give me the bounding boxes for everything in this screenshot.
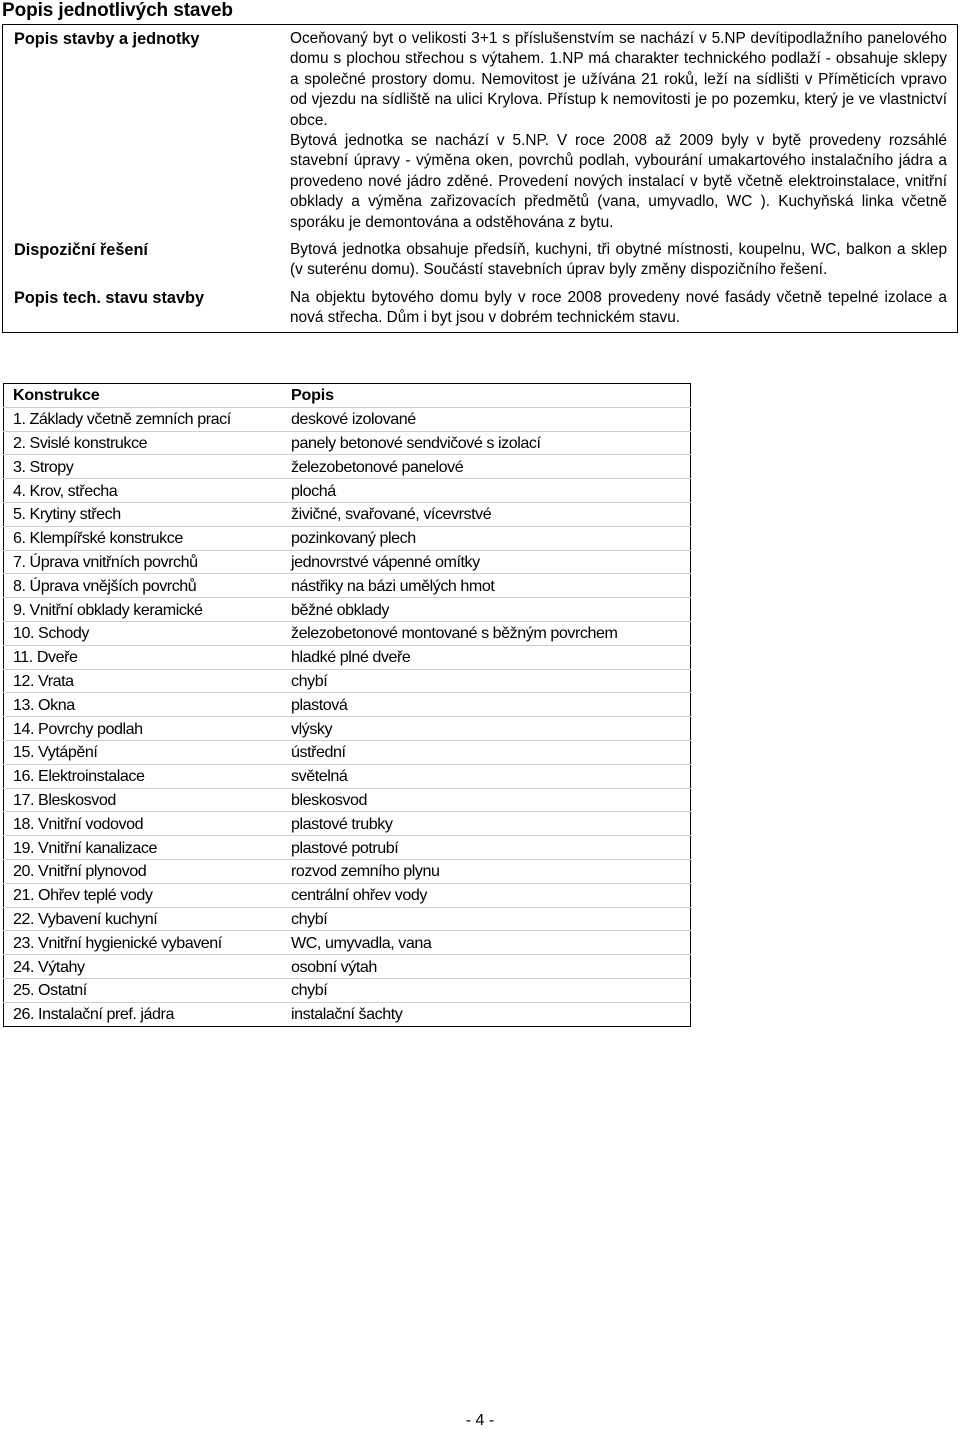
construction-description: vlýsky	[281, 717, 691, 741]
construction-description: deskové izolované	[281, 407, 691, 431]
construction-item: 22. Vybavení kuchyní	[4, 907, 282, 931]
construction-item: 21. Ohřev teplé vody	[4, 883, 282, 907]
construction-item: 16. Elektroinstalace	[4, 764, 282, 788]
construction-item: 11. Dveře	[4, 645, 282, 669]
description-row	[3, 284, 958, 332]
construction-item: 2. Svislé konstrukce	[4, 431, 282, 455]
page-title: Popis jednotlivých staveb	[2, 0, 233, 21]
table-row	[4, 717, 691, 741]
table-row	[4, 431, 691, 455]
construction-description: světelná	[281, 764, 691, 788]
table-row	[4, 550, 691, 574]
construction-description: ústřední	[281, 740, 691, 764]
construction-item: 1. Základy včetně zemních prací	[4, 407, 282, 431]
description-row	[3, 25, 958, 237]
description-row	[3, 236, 958, 284]
table-row	[4, 693, 691, 717]
page-number-text: - 4 -	[465, 1412, 495, 1429]
table-row	[4, 502, 691, 526]
table-row	[4, 598, 691, 622]
construction-item: 20. Vnitřní plynovod	[4, 859, 282, 883]
construction-item: 19. Vnitřní kanalizace	[4, 836, 282, 860]
table-row	[4, 574, 691, 598]
construction-description: železobetonové montované s běžným povrchem	[281, 621, 691, 645]
table-row	[4, 669, 691, 693]
construction-description: panely betonové sendvičové s izolací	[281, 431, 691, 455]
table-row	[4, 621, 691, 645]
construction-item: 24. Výtahy	[4, 955, 282, 979]
construction-description: instalační šachty	[291, 1005, 403, 1024]
construction-item: 9. Vnitřní obklady keramické	[4, 598, 282, 622]
construction-description: chybí	[281, 978, 691, 1002]
construction-item: 5. Krytiny střech	[4, 502, 282, 526]
construction-description: plastové trubky	[281, 812, 691, 836]
construction-description: nástřiky na bázi umělých hmot	[281, 574, 691, 598]
table-row	[4, 931, 691, 955]
construction-item: 3. Stropy	[4, 455, 282, 479]
table-row	[4, 955, 691, 979]
table-row	[4, 836, 691, 860]
table-row	[4, 788, 691, 812]
page-number	[0, 1412, 960, 1430]
construction-description: WC, umyvadla, vana	[281, 931, 691, 955]
paragraph: Oceňovaný byt o velikosti 3+1 s příslušenstvím se nachází v 5.NP devítipodlažního panelového domu s plochou střechou s výtahem. 1.NP má charakter technického podlaží - obsahuje sklepy a společné prostory domu. Nemovitost je užívána 21 roků, leží na sídlišti v Příměticích vpravo od vjezdu na sídliště na ulici Krylova. Přístup k nemovitosti je po pozemku, který je ve vlastnictví obce.	[290, 30, 947, 129]
construction-item: 12. Vrata	[4, 669, 282, 693]
paragraph: Bytová jednotka se nachází v 5.NP. V roce 2008 až 2009 byly v bytě provedeny rozsáhlé stavební úpravy - výměna oken, povrchů podlah, vybourání umakartového instalačního jádra a provedeno nové jádro zděné. Provedení nových instalací v bytě včetně elektroinstalace, vnitřní obklady a výměna zařizovacích předmětů (vana, umyvadlo, WC ). Kuchyňská linka včetně sporáku je demontována a odstěhována z bytu.	[290, 132, 947, 231]
construction-description: osobní výtah	[281, 955, 691, 979]
construction-item: 10. Schody	[4, 621, 282, 645]
description-table	[2, 24, 958, 333]
construction-item: 18. Vnitřní vodovod	[4, 812, 282, 836]
construction-description: centrální ohřev vody	[281, 883, 691, 907]
construction-description: pozinkovaný plech	[281, 526, 691, 550]
construction-item: 26. Instalační pref. jádra	[13, 1005, 174, 1024]
construction-description: chybí	[281, 907, 691, 931]
construction-item: 4. Krov, střecha	[4, 479, 282, 503]
construction-item: 8. Úprava vnějších povrchů	[4, 574, 282, 598]
row-value	[276, 25, 958, 237]
row-value	[276, 236, 958, 284]
row-label: Popis stavby a jednotky	[14, 30, 200, 48]
table-row	[4, 407, 691, 431]
construction-description: plastové potrubí	[281, 836, 691, 860]
construction-description: běžné obklady	[281, 598, 691, 622]
table-row	[4, 764, 691, 788]
table-row	[4, 812, 691, 836]
column-header-popis: Popis	[281, 384, 691, 408]
construction-description: železobetonové panelové	[281, 455, 691, 479]
construction-item: 14. Povrchy podlah	[4, 717, 282, 741]
table-row	[4, 978, 691, 1002]
construction-description: hladké plné dveře	[281, 645, 691, 669]
construction-item: 17. Bleskosvod	[4, 788, 282, 812]
table-row	[4, 645, 691, 669]
table-row	[4, 479, 691, 503]
table-header-row	[4, 384, 691, 408]
construction-description: živičné, svařované, vícevrstvé	[281, 502, 691, 526]
construction-item: 25. Ostatní	[4, 978, 282, 1002]
construction-item: 13. Okna	[4, 693, 282, 717]
table-row	[4, 883, 691, 907]
construction-item: 23. Vnitřní hygienické vybavení	[4, 931, 282, 955]
construction-table	[3, 383, 691, 1027]
column-header-konstrukce: Konstrukce	[4, 384, 282, 408]
construction-description: plastová	[281, 693, 691, 717]
row-label: Dispoziční řešení	[14, 241, 148, 260]
table-row	[4, 526, 691, 550]
construction-description: bleskosvod	[281, 788, 691, 812]
table-row	[4, 1002, 691, 1026]
construction-item: 6. Klempířské konstrukce	[4, 526, 282, 550]
paragraph: Bytová jednotka obsahuje předsíň, kuchyni, tři obytné místnosti, koupelnu, WC, balkon a sklep (v suterénu domu). Součástí stavebních úprav byly změny dispozičního řešení.	[290, 241, 947, 279]
construction-description: rozvod zemního plynu	[281, 859, 691, 883]
construction-item: 15. Vytápění	[4, 740, 282, 764]
table-row	[4, 455, 691, 479]
row-value	[276, 284, 958, 332]
paragraph: Na objektu bytového domu byly v roce 2008 provedeny nové fasády včetně tepelné izolace a nová střecha. Dům i byt jsou v dobrém technickém stavu.	[290, 288, 947, 327]
construction-description: jednovrstvé vápenné omítky	[281, 550, 691, 574]
table-row	[4, 859, 691, 883]
construction-item: 7. Úprava vnitřních povrchů	[4, 550, 282, 574]
construction-description: chybí	[281, 669, 691, 693]
table-row	[4, 740, 691, 764]
table-row	[4, 907, 691, 931]
construction-description: plochá	[281, 479, 691, 503]
row-label: Popis tech. stavu stavby	[14, 288, 205, 307]
